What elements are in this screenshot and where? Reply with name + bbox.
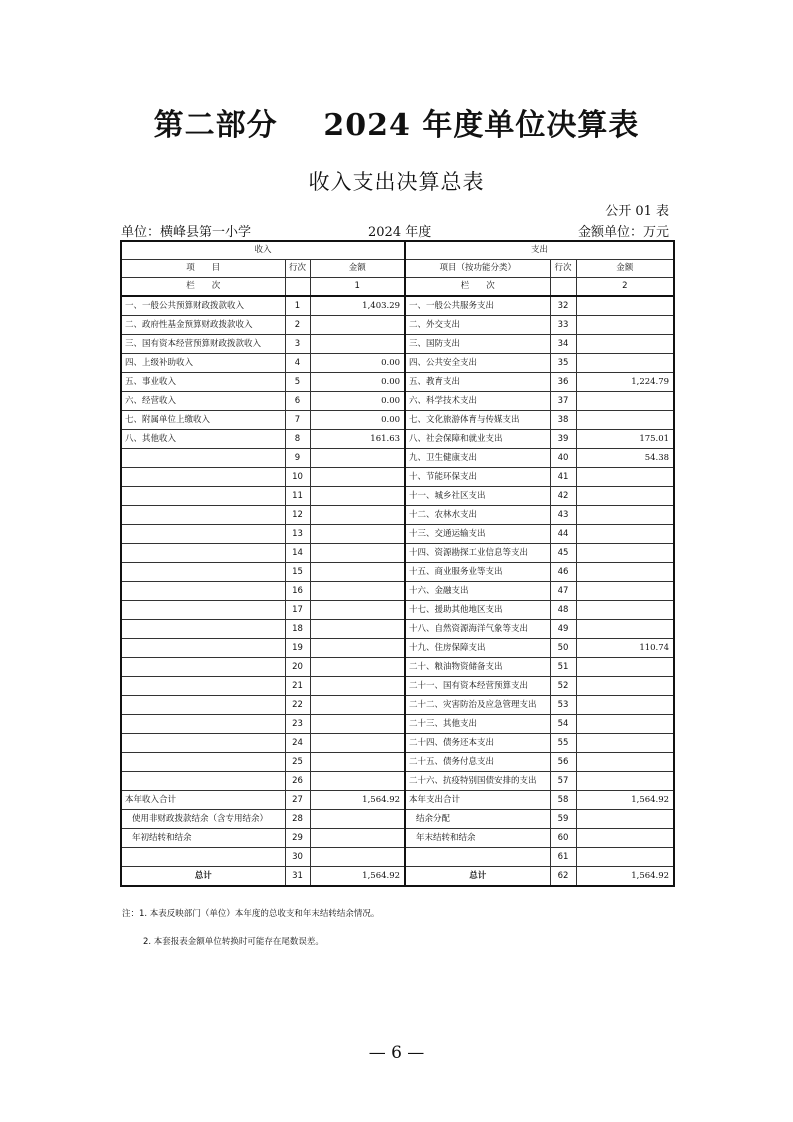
expense-row-no-cell: 32 — [550, 296, 576, 316]
income-amount-cell — [310, 848, 405, 867]
expense-item-cell: 二十一、国有资本经营预算支出 — [405, 677, 550, 696]
column-header-row — [121, 260, 674, 278]
table-row — [121, 392, 674, 411]
income-row-no-cell: 13 — [285, 525, 310, 544]
expense-item-cell: 七、文化旅游体育与传媒支出 — [405, 411, 550, 430]
expense-row-no-cell: 61 — [550, 848, 576, 867]
table-row — [121, 696, 674, 715]
income-row-no-cell: 1 — [285, 296, 310, 316]
income-item-cell — [121, 734, 285, 753]
expense-row-no-cell: 59 — [550, 810, 576, 829]
income-amount-cell: 0.00 — [310, 392, 405, 411]
income-total-row-no: 31 — [285, 867, 310, 887]
income-row-no-cell: 22 — [285, 696, 310, 715]
expense-total-row-no: 62 — [550, 867, 576, 887]
expense-header: 支出 — [405, 241, 674, 260]
col-expense-item: 项目（按功能分类） — [405, 260, 550, 278]
expense-item-cell: 年末结转和结余 — [405, 829, 550, 848]
income-row-no-cell: 8 — [285, 430, 310, 449]
expense-item-cell: 二十六、抗疫特别国债安排的支出 — [405, 772, 550, 791]
income-amount-cell: 1,564.92 — [310, 791, 405, 810]
unit-name: 单位：横峰县第一小学 — [121, 225, 252, 240]
expense-item-cell: 十一、城乡社区支出 — [405, 487, 550, 506]
income-amount-cell — [310, 829, 405, 848]
income-row-no-cell: 26 — [285, 772, 310, 791]
expense-item-cell: 二十、粮油物资储备支出 — [405, 658, 550, 677]
income-item-cell: 三、国有资本经营预算财政拨款收入 — [121, 335, 285, 354]
income-total-amount: 1,564.92 — [310, 867, 405, 887]
income-expense-table — [120, 240, 675, 887]
income-item-cell: 八、其他收入 — [121, 430, 285, 449]
expense-amount-cell — [576, 753, 674, 772]
total-row — [121, 867, 674, 887]
income-item-cell: 二、政府性基金预算财政拨款收入 — [121, 316, 285, 335]
income-amount-cell — [310, 544, 405, 563]
expense-item-cell: 二十三、其他支出 — [405, 715, 550, 734]
lanci-income-no: 1 — [310, 278, 405, 297]
expense-row-no-cell: 45 — [550, 544, 576, 563]
lanci-income-blank — [285, 278, 310, 297]
expense-item-cell: 本年支出合计 — [405, 791, 550, 810]
table-row — [121, 658, 674, 677]
expense-amount-cell: 110.74 — [576, 639, 674, 658]
expense-item-cell: 十二、农林水支出 — [405, 506, 550, 525]
table-title: 收入支出决算总表 — [308, 170, 485, 194]
expense-amount-cell — [576, 620, 674, 639]
table-row — [121, 411, 674, 430]
expense-item-cell: 六、科学技术支出 — [405, 392, 550, 411]
form-number: 公开 01 表 — [605, 204, 669, 219]
expense-amount-cell — [576, 316, 674, 335]
income-row-no-cell: 6 — [285, 392, 310, 411]
income-amount-cell — [310, 810, 405, 829]
expense-row-no-cell: 36 — [550, 373, 576, 392]
table-row — [121, 506, 674, 525]
col-expense-amount: 金额 — [576, 260, 674, 278]
income-row-no-cell: 14 — [285, 544, 310, 563]
income-item-cell: 五、事业收入 — [121, 373, 285, 392]
income-item-cell — [121, 715, 285, 734]
income-item-cell: 一、一般公共预算财政拨款收入 — [121, 296, 285, 316]
table-row — [121, 715, 674, 734]
expense-amount-cell: 54.38 — [576, 449, 674, 468]
income-amount-cell — [310, 335, 405, 354]
summary-row — [121, 791, 674, 810]
expense-row-no-cell: 51 — [550, 658, 576, 677]
income-row-no-cell: 19 — [285, 639, 310, 658]
income-amount-cell: 161.63 — [310, 430, 405, 449]
income-item-cell — [121, 658, 285, 677]
income-item-cell — [121, 601, 285, 620]
page-number: — 6 — — [368, 1043, 425, 1063]
income-amount-cell — [310, 772, 405, 791]
expense-item-cell: 十七、援助其他地区支出 — [405, 601, 550, 620]
expense-amount-cell — [576, 696, 674, 715]
income-row-no-cell: 21 — [285, 677, 310, 696]
expense-row-no-cell: 43 — [550, 506, 576, 525]
expense-row-no-cell: 57 — [550, 772, 576, 791]
note-1: 注：1. 本表反映部门（单位）本年度的总收支和年末结转结余情况。 — [122, 909, 380, 919]
expense-amount-cell — [576, 582, 674, 601]
income-row-no-cell: 16 — [285, 582, 310, 601]
col-expense-row-no: 行次 — [550, 260, 576, 278]
income-item-cell: 六、经营收入 — [121, 392, 285, 411]
table-row — [121, 563, 674, 582]
income-row-no-cell: 25 — [285, 753, 310, 772]
income-row-no-cell: 23 — [285, 715, 310, 734]
expense-row-no-cell: 40 — [550, 449, 576, 468]
income-amount-cell — [310, 316, 405, 335]
expense-row-no-cell: 46 — [550, 563, 576, 582]
income-amount-cell — [310, 506, 405, 525]
expense-item-cell: 十、节能环保支出 — [405, 468, 550, 487]
col-income-amount: 金额 — [310, 260, 405, 278]
income-header: 收入 — [121, 241, 405, 260]
income-amount-cell — [310, 696, 405, 715]
income-amount-cell: 0.00 — [310, 411, 405, 430]
income-item-cell — [121, 449, 285, 468]
expense-row-no-cell: 52 — [550, 677, 576, 696]
table-row — [121, 677, 674, 696]
expense-amount-cell: 1,224.79 — [576, 373, 674, 392]
expense-item-cell: 二十五、债务付息支出 — [405, 753, 550, 772]
expense-amount-cell — [576, 468, 674, 487]
expense-row-no-cell: 38 — [550, 411, 576, 430]
expense-item-cell: 五、教育支出 — [405, 373, 550, 392]
expense-item-cell: 九、卫生健康支出 — [405, 449, 550, 468]
income-item-cell: 使用非财政拨款结余（含专用结余） — [121, 810, 285, 829]
expense-row-no-cell: 50 — [550, 639, 576, 658]
expense-row-no-cell: 37 — [550, 392, 576, 411]
table-row — [121, 601, 674, 620]
income-amount-cell — [310, 753, 405, 772]
income-row-no-cell: 10 — [285, 468, 310, 487]
expense-row-no-cell: 42 — [550, 487, 576, 506]
income-row-no-cell: 11 — [285, 487, 310, 506]
expense-item-cell: 十六、金融支出 — [405, 582, 550, 601]
income-item-cell — [121, 506, 285, 525]
income-amount-cell — [310, 582, 405, 601]
expense-row-no-cell: 60 — [550, 829, 576, 848]
lanci-income-label: 栏 次 — [121, 278, 285, 297]
income-amount-cell: 0.00 — [310, 373, 405, 392]
expense-row-no-cell: 58 — [550, 791, 576, 810]
expense-item-cell: 四、公共安全支出 — [405, 354, 550, 373]
income-amount-cell — [310, 677, 405, 696]
expense-row-no-cell: 34 — [550, 335, 576, 354]
income-amount-cell — [310, 563, 405, 582]
col-income-row-no: 行次 — [285, 260, 310, 278]
income-item-cell — [121, 772, 285, 791]
note-2: 2. 本套报表金额单位转换时可能存在尾数误差。 — [143, 937, 324, 947]
expense-row-no-cell: 55 — [550, 734, 576, 753]
expense-item-cell: 十三、交通运输支出 — [405, 525, 550, 544]
table-row — [121, 544, 674, 563]
income-row-no-cell: 4 — [285, 354, 310, 373]
expense-amount-cell — [576, 525, 674, 544]
summary-row — [121, 810, 674, 829]
expense-total-label: 总计 — [405, 867, 550, 887]
expense-amount-cell — [576, 658, 674, 677]
table-row — [121, 753, 674, 772]
expense-amount-cell — [576, 354, 674, 373]
expense-item-cell: 二十二、灾害防治及应急管理支出 — [405, 696, 550, 715]
income-row-no-cell: 17 — [285, 601, 310, 620]
income-item-cell — [121, 582, 285, 601]
income-item-cell — [121, 544, 285, 563]
lanci-expense-blank — [550, 278, 576, 297]
expense-item-cell: 十五、商业服务业等支出 — [405, 563, 550, 582]
income-amount-cell — [310, 658, 405, 677]
expense-row-no-cell: 54 — [550, 715, 576, 734]
income-item-cell: 四、上级补助收入 — [121, 354, 285, 373]
income-row-no-cell: 28 — [285, 810, 310, 829]
income-item-cell — [121, 563, 285, 582]
page-title: 第二部分 2024 年度单位决算表 — [153, 108, 640, 143]
table-row — [121, 354, 674, 373]
expense-item-cell: 一、一般公共服务支出 — [405, 296, 550, 316]
income-row-no-cell: 2 — [285, 316, 310, 335]
expense-item-cell: 八、社会保障和就业支出 — [405, 430, 550, 449]
table-row — [121, 335, 674, 354]
income-item-cell — [121, 620, 285, 639]
expense-item-cell: 结余分配 — [405, 810, 550, 829]
income-item-cell — [121, 468, 285, 487]
table-row — [121, 639, 674, 658]
table-row — [121, 468, 674, 487]
expense-item-cell: 二十四、债务还本支出 — [405, 734, 550, 753]
expense-amount-cell — [576, 848, 674, 867]
income-row-no-cell: 3 — [285, 335, 310, 354]
income-amount-cell — [310, 525, 405, 544]
expense-amount-cell — [576, 601, 674, 620]
expense-row-no-cell: 49 — [550, 620, 576, 639]
income-amount-cell — [310, 449, 405, 468]
income-row-no-cell: 7 — [285, 411, 310, 430]
income-item-cell — [121, 677, 285, 696]
income-item-cell — [121, 848, 285, 867]
expense-total-amount: 1,564.92 — [576, 867, 674, 887]
expense-item-cell: 二、外交支出 — [405, 316, 550, 335]
expense-amount-cell — [576, 506, 674, 525]
income-row-no-cell: 24 — [285, 734, 310, 753]
income-row-no-cell: 27 — [285, 791, 310, 810]
expense-amount-cell — [576, 829, 674, 848]
expense-row-no-cell: 44 — [550, 525, 576, 544]
expense-item-cell: 三、国防支出 — [405, 335, 550, 354]
income-amount-cell: 0.00 — [310, 354, 405, 373]
income-amount-cell: 1,403.29 — [310, 296, 405, 316]
income-amount-cell — [310, 620, 405, 639]
expense-amount-cell — [576, 563, 674, 582]
income-item-cell: 本年收入合计 — [121, 791, 285, 810]
expense-row-no-cell: 33 — [550, 316, 576, 335]
income-amount-cell — [310, 715, 405, 734]
expense-amount-cell — [576, 411, 674, 430]
expense-item-cell: 十八、自然资源海洋气象等支出 — [405, 620, 550, 639]
expense-amount-cell: 1,564.92 — [576, 791, 674, 810]
expense-amount-cell — [576, 544, 674, 563]
expense-item-cell: 十九、住房保障支出 — [405, 639, 550, 658]
income-amount-cell — [310, 468, 405, 487]
expense-row-no-cell: 56 — [550, 753, 576, 772]
summary-row — [121, 848, 674, 867]
table-row — [121, 734, 674, 753]
income-row-no-cell: 30 — [285, 848, 310, 867]
table-row — [121, 525, 674, 544]
table-row — [121, 430, 674, 449]
expense-amount-cell — [576, 335, 674, 354]
expense-amount-cell: 175.01 — [576, 430, 674, 449]
expense-amount-cell — [576, 772, 674, 791]
income-amount-cell — [310, 601, 405, 620]
table-row — [121, 487, 674, 506]
money-unit: 金额单位：万元 — [577, 225, 669, 240]
table-row — [121, 620, 674, 639]
lanci-expense-no: 2 — [576, 278, 674, 297]
table-row — [121, 316, 674, 335]
income-amount-cell — [310, 639, 405, 658]
col-income-item: 项 目 — [121, 260, 285, 278]
expense-row-no-cell: 47 — [550, 582, 576, 601]
fiscal-year: 2024 年度 — [368, 225, 432, 240]
section-header-row — [121, 241, 674, 260]
expense-row-no-cell: 41 — [550, 468, 576, 487]
income-item-cell — [121, 639, 285, 658]
income-item-cell — [121, 525, 285, 544]
income-item-cell: 七、附属单位上缴收入 — [121, 411, 285, 430]
expense-amount-cell — [576, 715, 674, 734]
summary-row — [121, 829, 674, 848]
income-row-no-cell: 9 — [285, 449, 310, 468]
expense-amount-cell — [576, 296, 674, 316]
expense-row-no-cell: 48 — [550, 601, 576, 620]
expense-item-cell: 十四、资源勘探工业信息等支出 — [405, 544, 550, 563]
income-amount-cell — [310, 487, 405, 506]
expense-row-no-cell: 35 — [550, 354, 576, 373]
income-item-cell — [121, 753, 285, 772]
expense-amount-cell — [576, 487, 674, 506]
table-row — [121, 449, 674, 468]
table-row — [121, 772, 674, 791]
expense-item-cell — [405, 848, 550, 867]
table-row — [121, 296, 674, 316]
expense-row-no-cell: 39 — [550, 430, 576, 449]
income-row-no-cell: 29 — [285, 829, 310, 848]
income-row-no-cell: 20 — [285, 658, 310, 677]
expense-amount-cell — [576, 734, 674, 753]
income-row-no-cell: 18 — [285, 620, 310, 639]
income-item-cell — [121, 696, 285, 715]
expense-amount-cell — [576, 677, 674, 696]
table-row — [121, 373, 674, 392]
lanci-expense-label: 栏 次 — [405, 278, 550, 297]
expense-row-no-cell: 53 — [550, 696, 576, 715]
expense-amount-cell — [576, 392, 674, 411]
income-row-no-cell: 15 — [285, 563, 310, 582]
income-total-label: 总计 — [121, 867, 285, 887]
lanci-row — [121, 278, 674, 297]
income-amount-cell — [310, 734, 405, 753]
expense-amount-cell — [576, 810, 674, 829]
income-item-cell — [121, 487, 285, 506]
income-row-no-cell: 12 — [285, 506, 310, 525]
income-row-no-cell: 5 — [285, 373, 310, 392]
table-row — [121, 582, 674, 601]
income-item-cell: 年初结转和结余 — [121, 829, 285, 848]
